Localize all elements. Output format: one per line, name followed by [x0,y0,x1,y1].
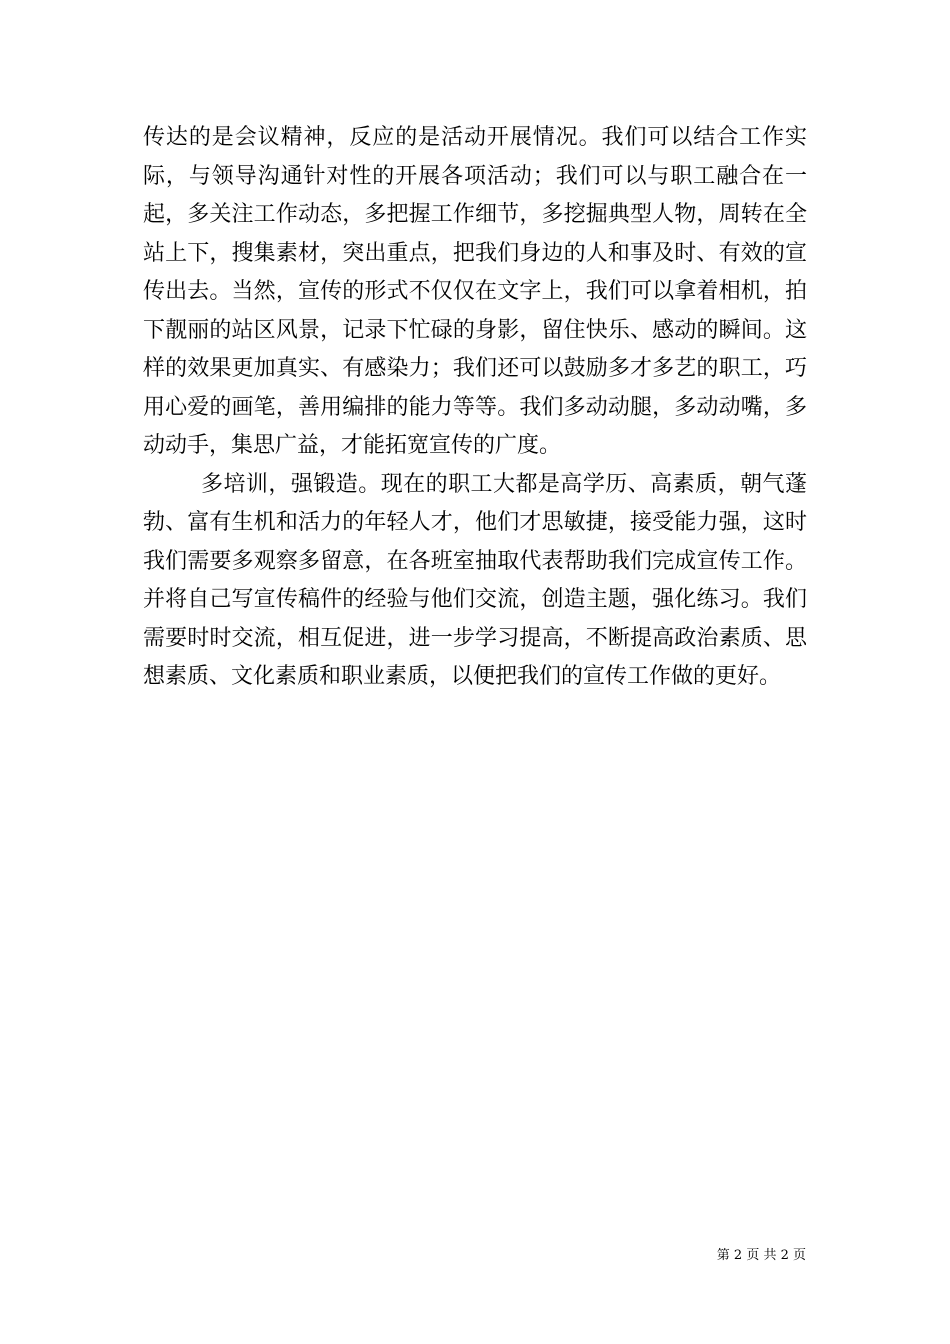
page-number-footer: 第 2 页 共 2 页 [716,1248,806,1263]
body-paragraph-training: 多培训，强锻造。现在的职工大都是高学历、高素质，朝气蓬勃、富有生机和活力的年轻人才，他们才思敏捷，接受能力强，这时我们需要多观察多留意，在各班室抽取代表帮助我们完成宣传工作。并将自己写宣传稿件的经验与他们交流，创造主题，强化练习。我们需要时时交流，相互促进，进一步学习提高，不断提高政治素质、思想素质、文化素质和职业素质，以便把我们的宣传工作做的更好。 [143,471,807,689]
body-paragraph-continuation: 传达的是会议精神，反应的是活动开展情况。我们可以结合工作实际，与领导沟通针对性的开展各项活动；我们可以与职工融合在一起，多关注工作动态，多把握工作细节，多挖掘典型人物，周转在全站上下，搜集素材，突出重点，把我们身边的人和事及时、有效的宣传出去。当然，宣传的形式不仅仅在文字上，我们可以拿着相机，拍下靓丽的站区风景，记录下忙碌的身影，留住快乐、感动的瞬间。这样的效果更加真实、有感染力；我们还可以鼓励多才多艺的职工，巧用心爱的画笔，善用编排的能力等等。我们多动动腿，多动动嘴，多动动手，集思广益，才能拓宽宣传的广度。 [143,125,807,458]
document-body [143,119,807,697]
